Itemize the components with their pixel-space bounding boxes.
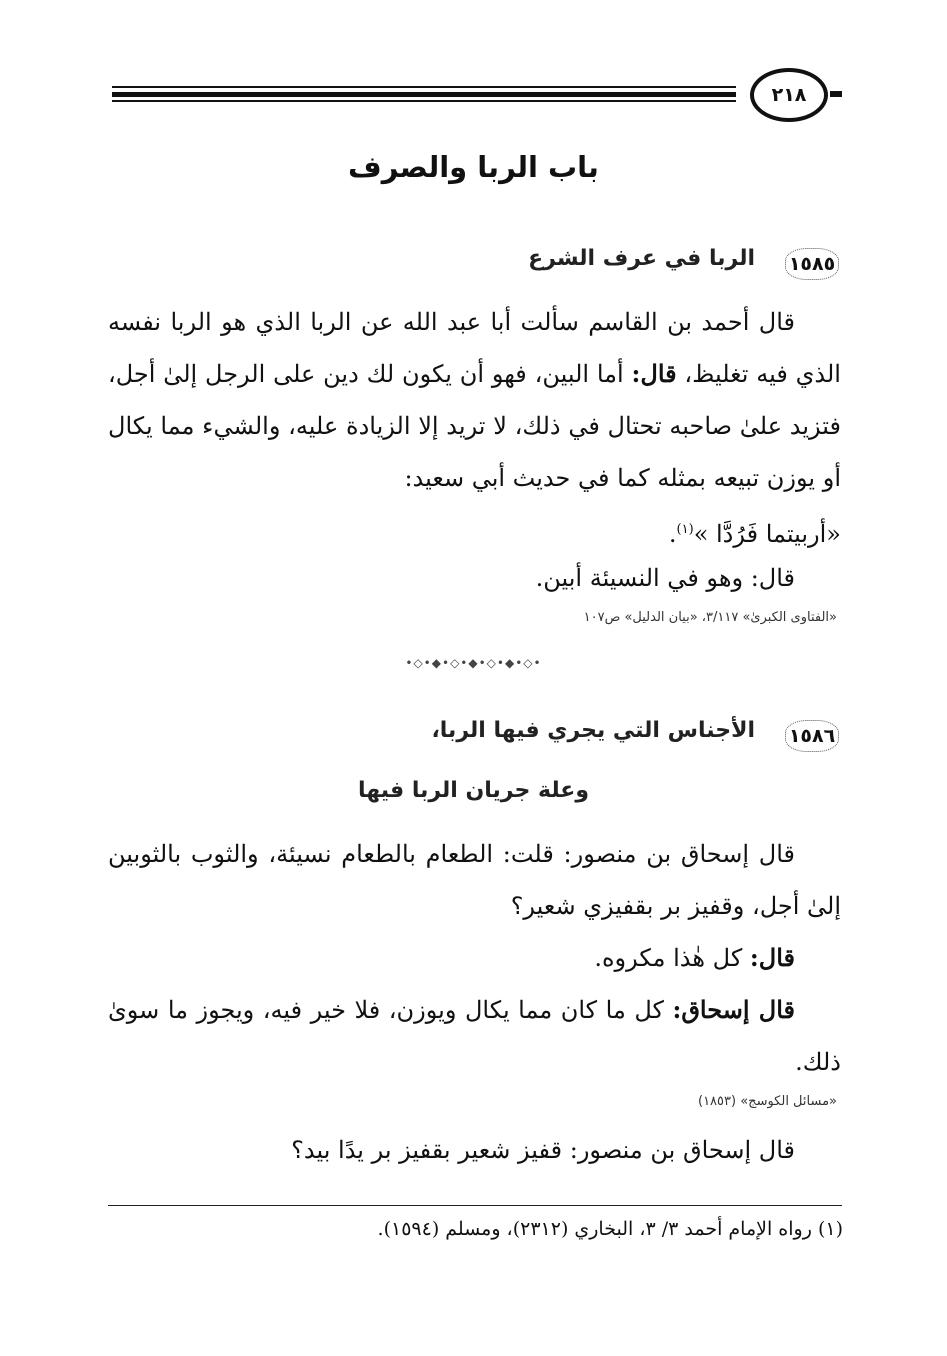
section-number-badge: ١٥٨٦ bbox=[781, 718, 843, 754]
section-paragraph bbox=[108, 828, 841, 932]
quote-end: . bbox=[668, 520, 677, 548]
section-heading bbox=[110, 246, 843, 286]
footnote bbox=[378, 1218, 843, 1240]
chapter-title: باب الربا والصرف bbox=[348, 150, 599, 184]
section-divider-ornament: •◇•◆•◇•◆•◇•◆•◇• bbox=[405, 656, 542, 670]
paragraph-text: كل ما كان مما يكال ويوزن، فلا خير فيه، ويجوز ما سوىٰ ذلك. bbox=[108, 996, 841, 1076]
paragraph-text: قال إسحاق بن منصور: قلت: الطعام بالطعام نسيئة، والثوب بالثوبين إلىٰ أجل، وقفيز بر بقفيزي شعير؟ bbox=[108, 840, 841, 920]
paragraph-text: أما البين، فهو أن يكون لك دين على الرجل إلىٰ أجل، فتزيد علىٰ صاحبه تحتال في ذلك، لا تريد إلا الزيادة عليه، والشيء مما يكال أو يوزن تبيعه بمثله كما في حديث أبي سعيد: bbox=[108, 360, 841, 492]
footnote-rule bbox=[108, 1205, 842, 1206]
header-rule bbox=[112, 92, 736, 97]
header-rule bbox=[112, 86, 736, 88]
hadith-quote: «أربيتما فَرُدَّا » bbox=[693, 520, 841, 548]
source-reference: «الفتاوى الكبرىٰ» ٣/١١٧، «بيان الدليل» ص١٠٧ bbox=[583, 610, 837, 625]
footnote-marker: (١) bbox=[676, 522, 694, 537]
section-title: الأجناس التي يجري فيها الربا، bbox=[431, 718, 755, 743]
section-paragraph bbox=[108, 296, 841, 560]
section-subtitle: وعلة جريان الربا فيها bbox=[357, 778, 590, 803]
paragraph-text: قال: وهو في النسيئة أبين. bbox=[535, 564, 795, 592]
section-paragraph bbox=[108, 552, 841, 604]
paragraph-text: قال إسحاق بن منصور: قفيز شعير بقفيز بر يدًا بيد؟ bbox=[291, 1136, 795, 1164]
section-heading bbox=[110, 718, 843, 758]
header-rule bbox=[112, 100, 736, 102]
section-paragraph bbox=[108, 984, 841, 1088]
page-number: ٢١٨ bbox=[750, 68, 828, 122]
section-paragraph bbox=[108, 932, 841, 984]
header-rule-tail bbox=[830, 91, 842, 97]
source-reference: «مسائل الكوسج» (١٨٥٣) bbox=[698, 1094, 837, 1109]
footnote-marker: (١) bbox=[817, 1218, 843, 1240]
page-header bbox=[112, 62, 842, 122]
section-title: الربا في عرف الشرع bbox=[528, 246, 755, 271]
qal-label: قال: bbox=[749, 943, 795, 972]
ishaq-label: قال إسحاق: bbox=[672, 995, 795, 1024]
footnote-text: رواه الإمام أحمد ٣/ ٣، البخاري (٢٣١٢)، ومسلم (١٥٩٤). bbox=[377, 1218, 812, 1240]
section-paragraph bbox=[108, 1124, 841, 1176]
paragraph-text: قال أحمد بن القاسم سألت أبا عبد الله عن الربا الذي هو الربا نفسه الذي فيه تغليظ، bbox=[108, 308, 841, 388]
section-number-badge: ١٥٨٥ bbox=[781, 246, 843, 282]
qal-label: قال: bbox=[631, 359, 677, 388]
paragraph-text: كل هٰذا مكروه. bbox=[594, 944, 743, 972]
